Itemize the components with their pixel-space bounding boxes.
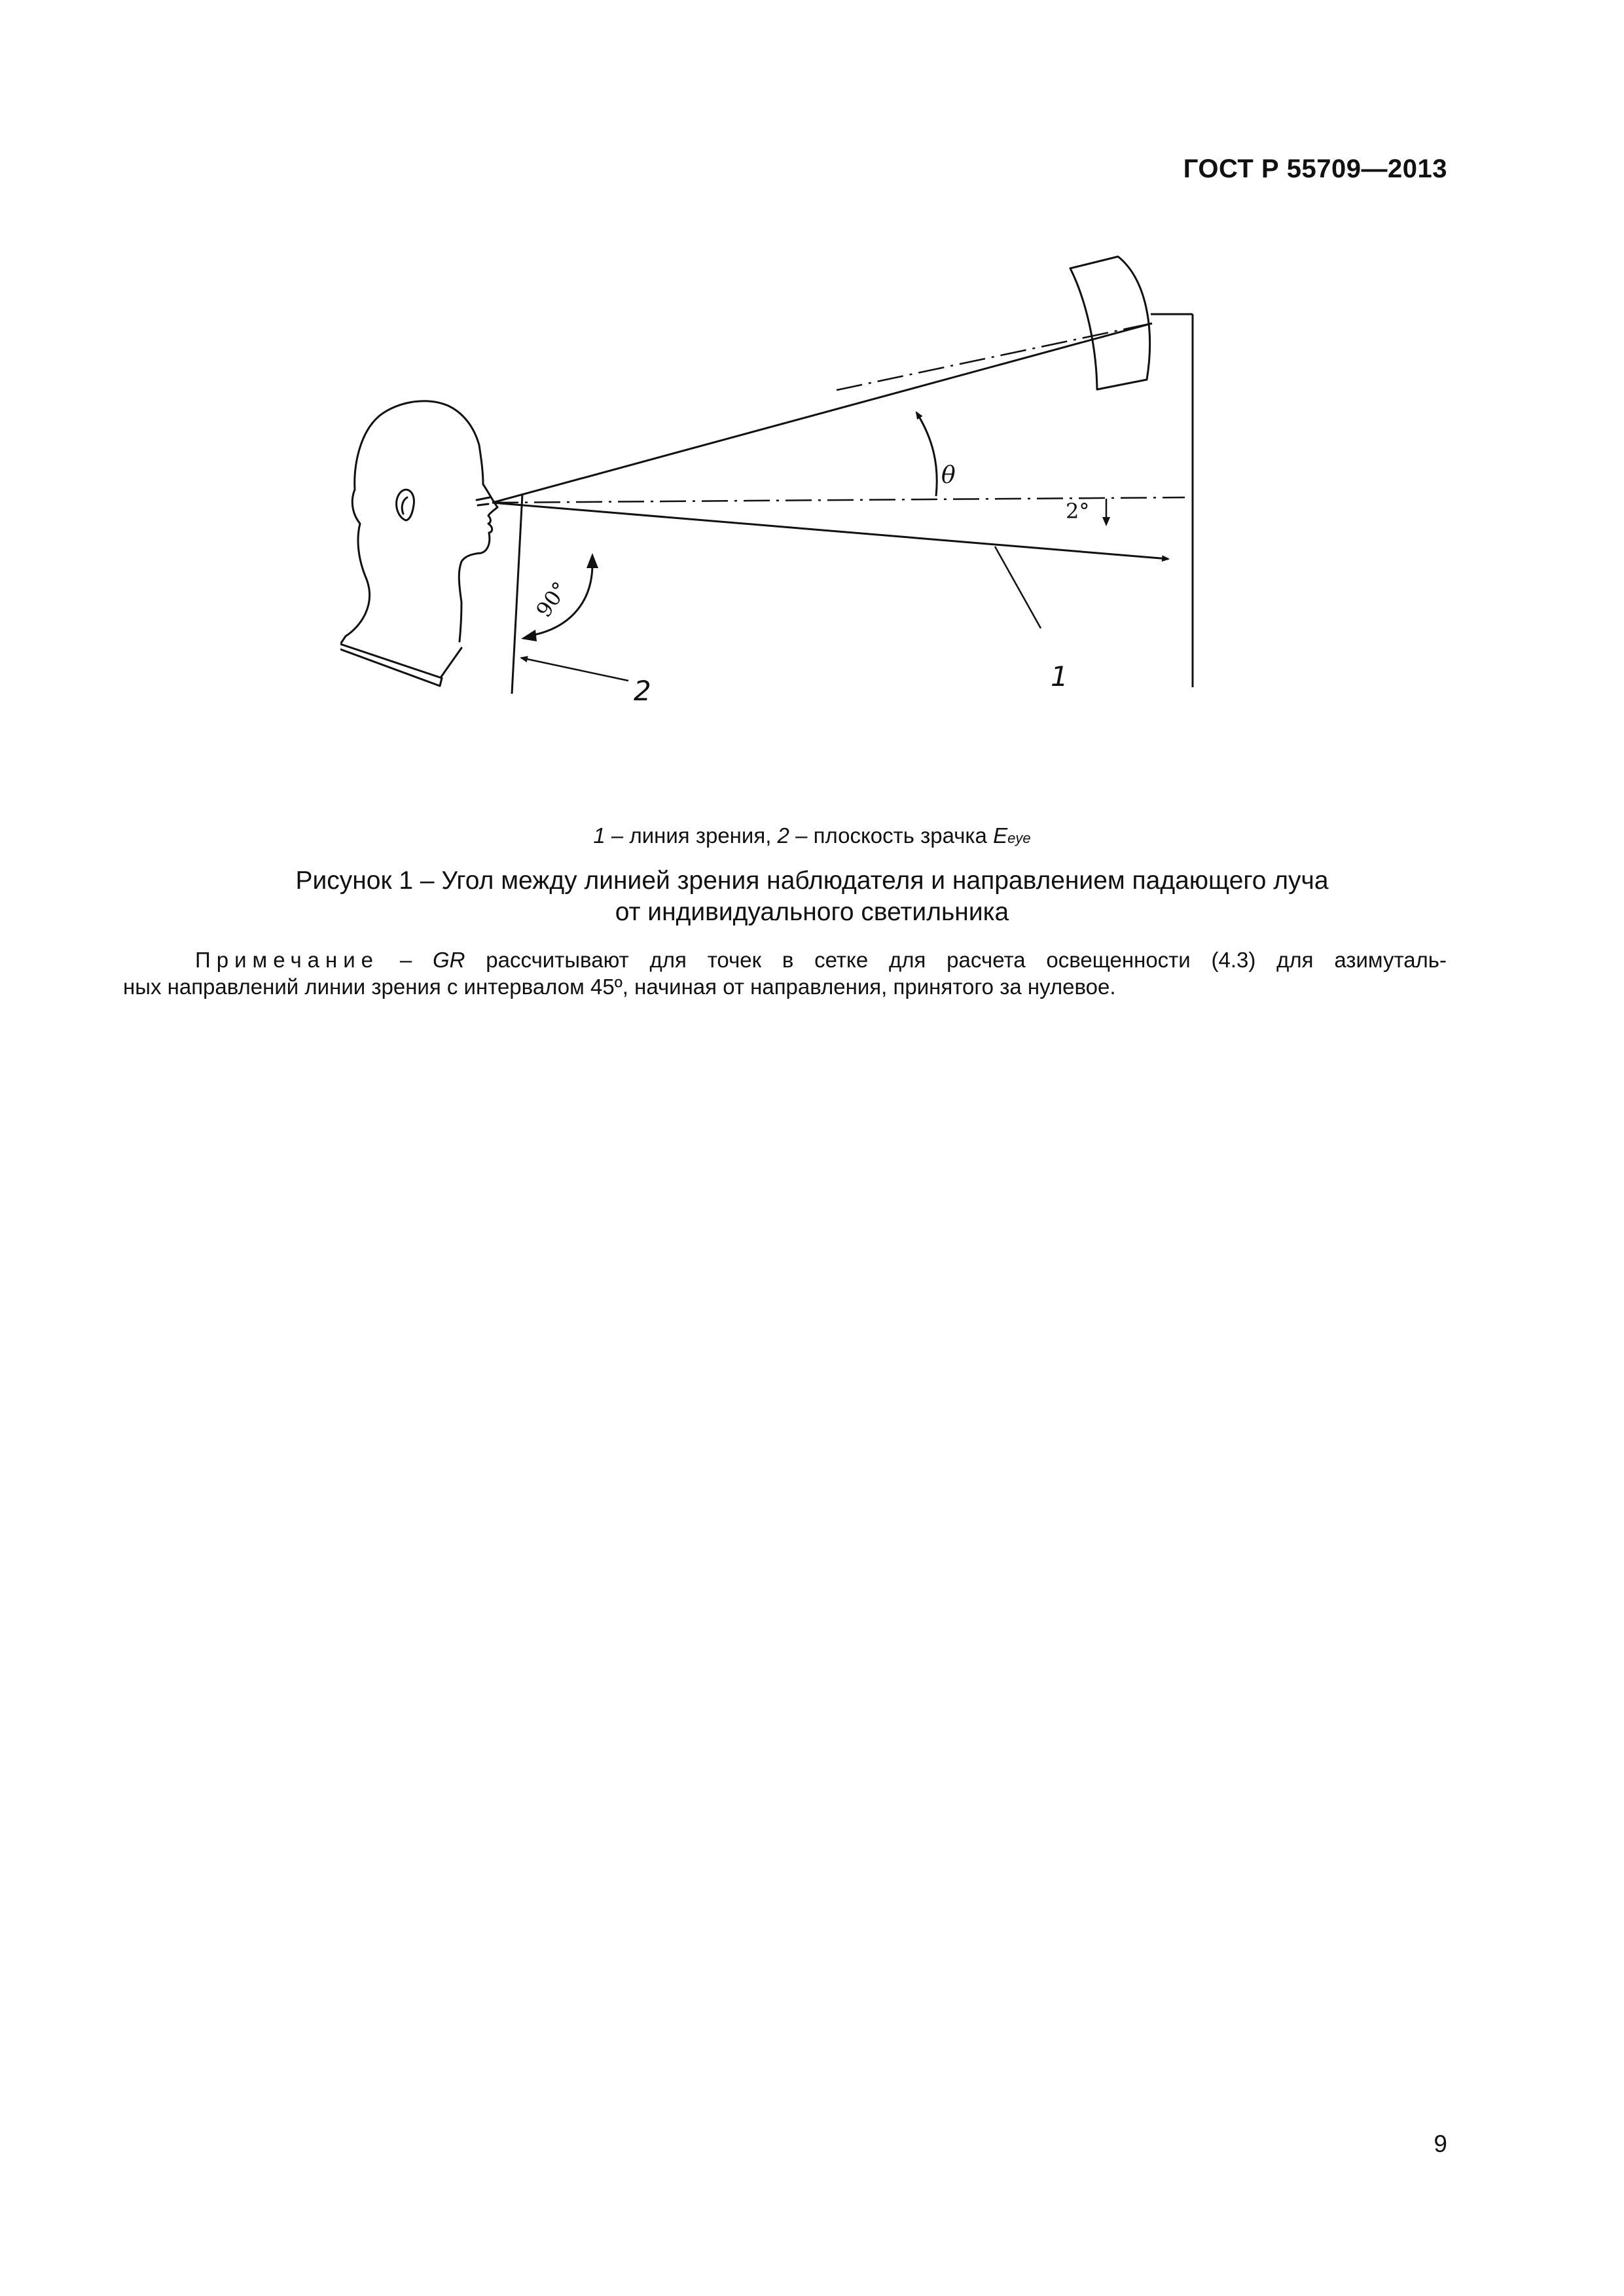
luminaire-icon [1070, 257, 1150, 389]
incident-ray-line [492, 323, 1152, 503]
ninety-degree-label: 90° [531, 577, 573, 622]
note-paragraph [123, 946, 1447, 1000]
note-symbol: GR [432, 948, 465, 972]
two-degree-label: 2° [1066, 499, 1090, 524]
legend-symbol: E [993, 823, 1008, 848]
standard-code-header: ГОСТ Р 55709—2013 [1183, 154, 1447, 183]
callout-1-label: 1 [1051, 660, 1068, 692]
legend-item-1-number: 1 [593, 823, 605, 848]
caption-line-1: Рисунок 1 – Угол между линией зрения наблюдателя и направлением падающего луча [295, 867, 1329, 895]
note-line-1 [123, 946, 1447, 973]
diagram-svg [340, 249, 1257, 759]
page-number: 9 [1434, 2130, 1447, 2157]
legend-item-2-text: – плоскость зрачка [789, 823, 994, 848]
figure-legend [0, 823, 1624, 848]
theta-label: θ [941, 462, 956, 489]
figure-caption [0, 865, 1624, 928]
legend-item-1-text: – линия зрения, [605, 823, 778, 848]
ninety-arc-arrow-top [586, 553, 598, 568]
caption-line-2: от индивидуального светильника [615, 898, 1009, 926]
luminaire-axis-line [837, 323, 1152, 390]
legend-item-2-number: 2 [777, 823, 789, 848]
callout-2-leader [521, 658, 628, 681]
note-line-1-text: рассчитывают для точек в сетке для расчета освещенности (4.3) для азимуталь- [465, 948, 1447, 972]
note-line-2: ных направлений линии зрения с интервалом 45º, начиная от направления, принятого за нулевое. [123, 975, 1116, 999]
observer-head-icon [340, 401, 497, 686]
two-degree-arrow [1102, 517, 1110, 526]
note-label: Примечание [195, 948, 380, 972]
theta-angle-arc [916, 412, 937, 496]
figure-1-diagram [340, 249, 1257, 759]
note-dash: – [379, 948, 433, 972]
pupil-plane-line [512, 494, 522, 694]
legend-symbol-subscript: eye [1007, 830, 1031, 846]
ninety-arc-arrow-bottom [521, 630, 537, 641]
callout-1-leader [995, 547, 1041, 628]
callout-2-label: 2 [634, 675, 651, 707]
